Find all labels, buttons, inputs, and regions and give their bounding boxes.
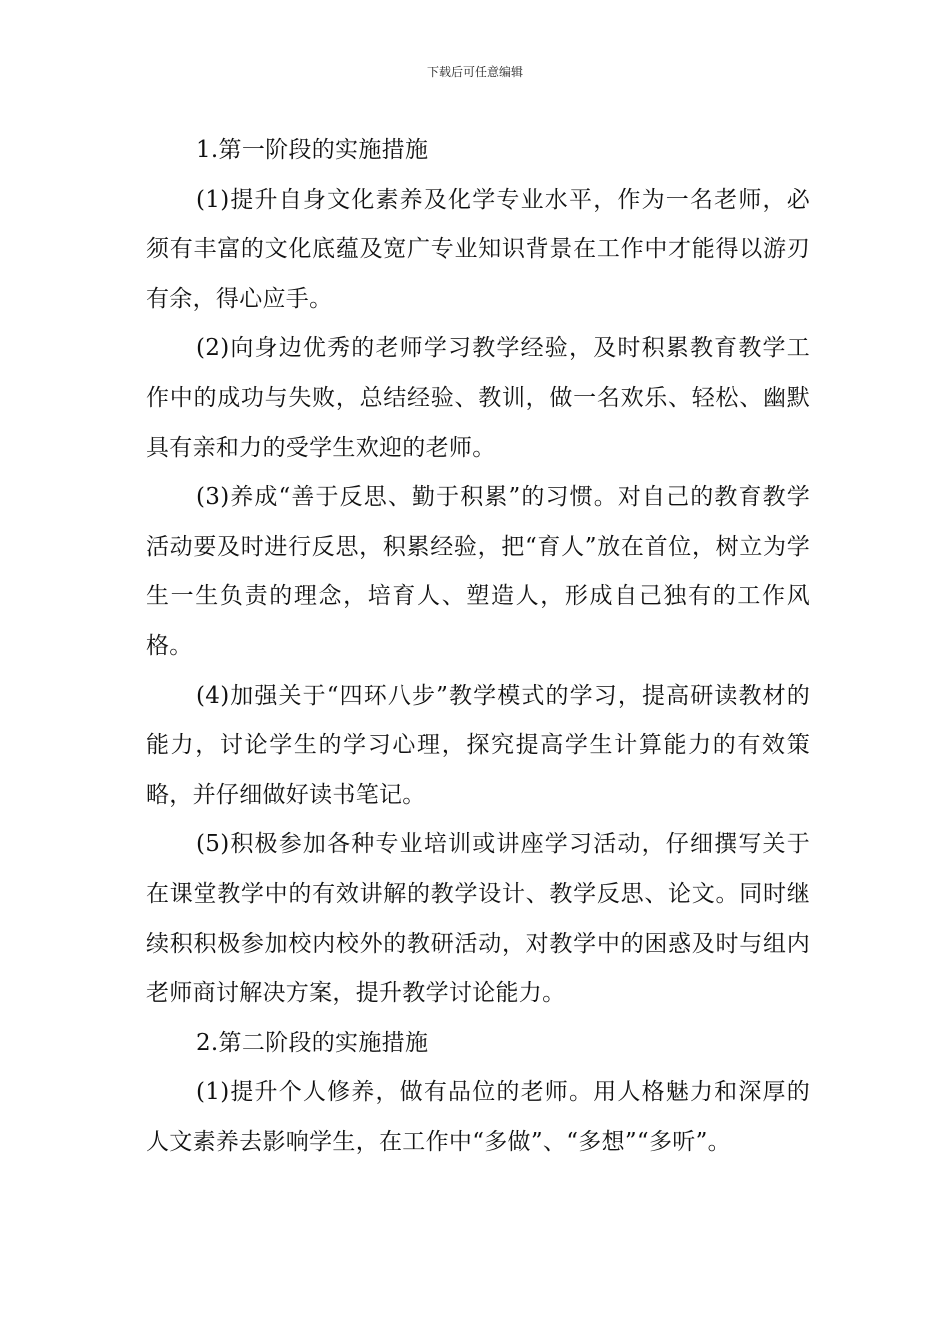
paragraph-1-1: (1)提升自身文化素养及化学专业水平，作为一名老师，必须有丰富的文化底蕴及宽广专业知识背景在工作中才能得以游刃有余，得心应手。 — [146, 186, 810, 312]
paragraph-1-2: (2)向身边优秀的老师学习教学经验，及时积累教育教学工作中的成功与失败，总结经验、教训，做一名欢乐、轻松、幽默具有亲和力的受学生欢迎的老师。 — [146, 335, 810, 461]
document-body — [146, 126, 810, 1167]
section-heading-2: 2.第二阶段的实施措施 — [196, 1029, 429, 1056]
paragraph-2-1: (1)提升个人修养，做有品位的老师。用人格魅力和深厚的人文素养去影响学生，在工作中“多做”、“多想”“多听”。 — [146, 1079, 810, 1155]
paragraph-1-3: (3)养成“善于反思、勤于积累”的习惯。对自己的教育教学活动要及时进行反思，积累经验，把“育人”放在首位，树立为学生一生负责的理念，培育人、塑造人，形成自己独有的工作风格。 — [146, 484, 810, 659]
page-header: 下载后可任意编辑 — [426, 65, 523, 79]
paragraph-1-4: (4)加强关于“四环八步”教学模式的学习，提高研读教材的能力，讨论学生的学习心理，探究提高学生计算能力的有效策略，并仔细做好读书笔记。 — [146, 682, 810, 808]
paragraph-1-5: (5)积极参加各种专业培训或讲座学习活动，仔细撰写关于在课堂教学中的有效讲解的教学设计、教学反思、论文。同时继续积积极参加校内校外的教研活动，对教学中的困惑及时与组内老师商讨解决方案，提升教学讨论能力。 — [146, 831, 810, 1007]
section-heading-1: 1.第一阶段的实施措施 — [196, 137, 429, 163]
